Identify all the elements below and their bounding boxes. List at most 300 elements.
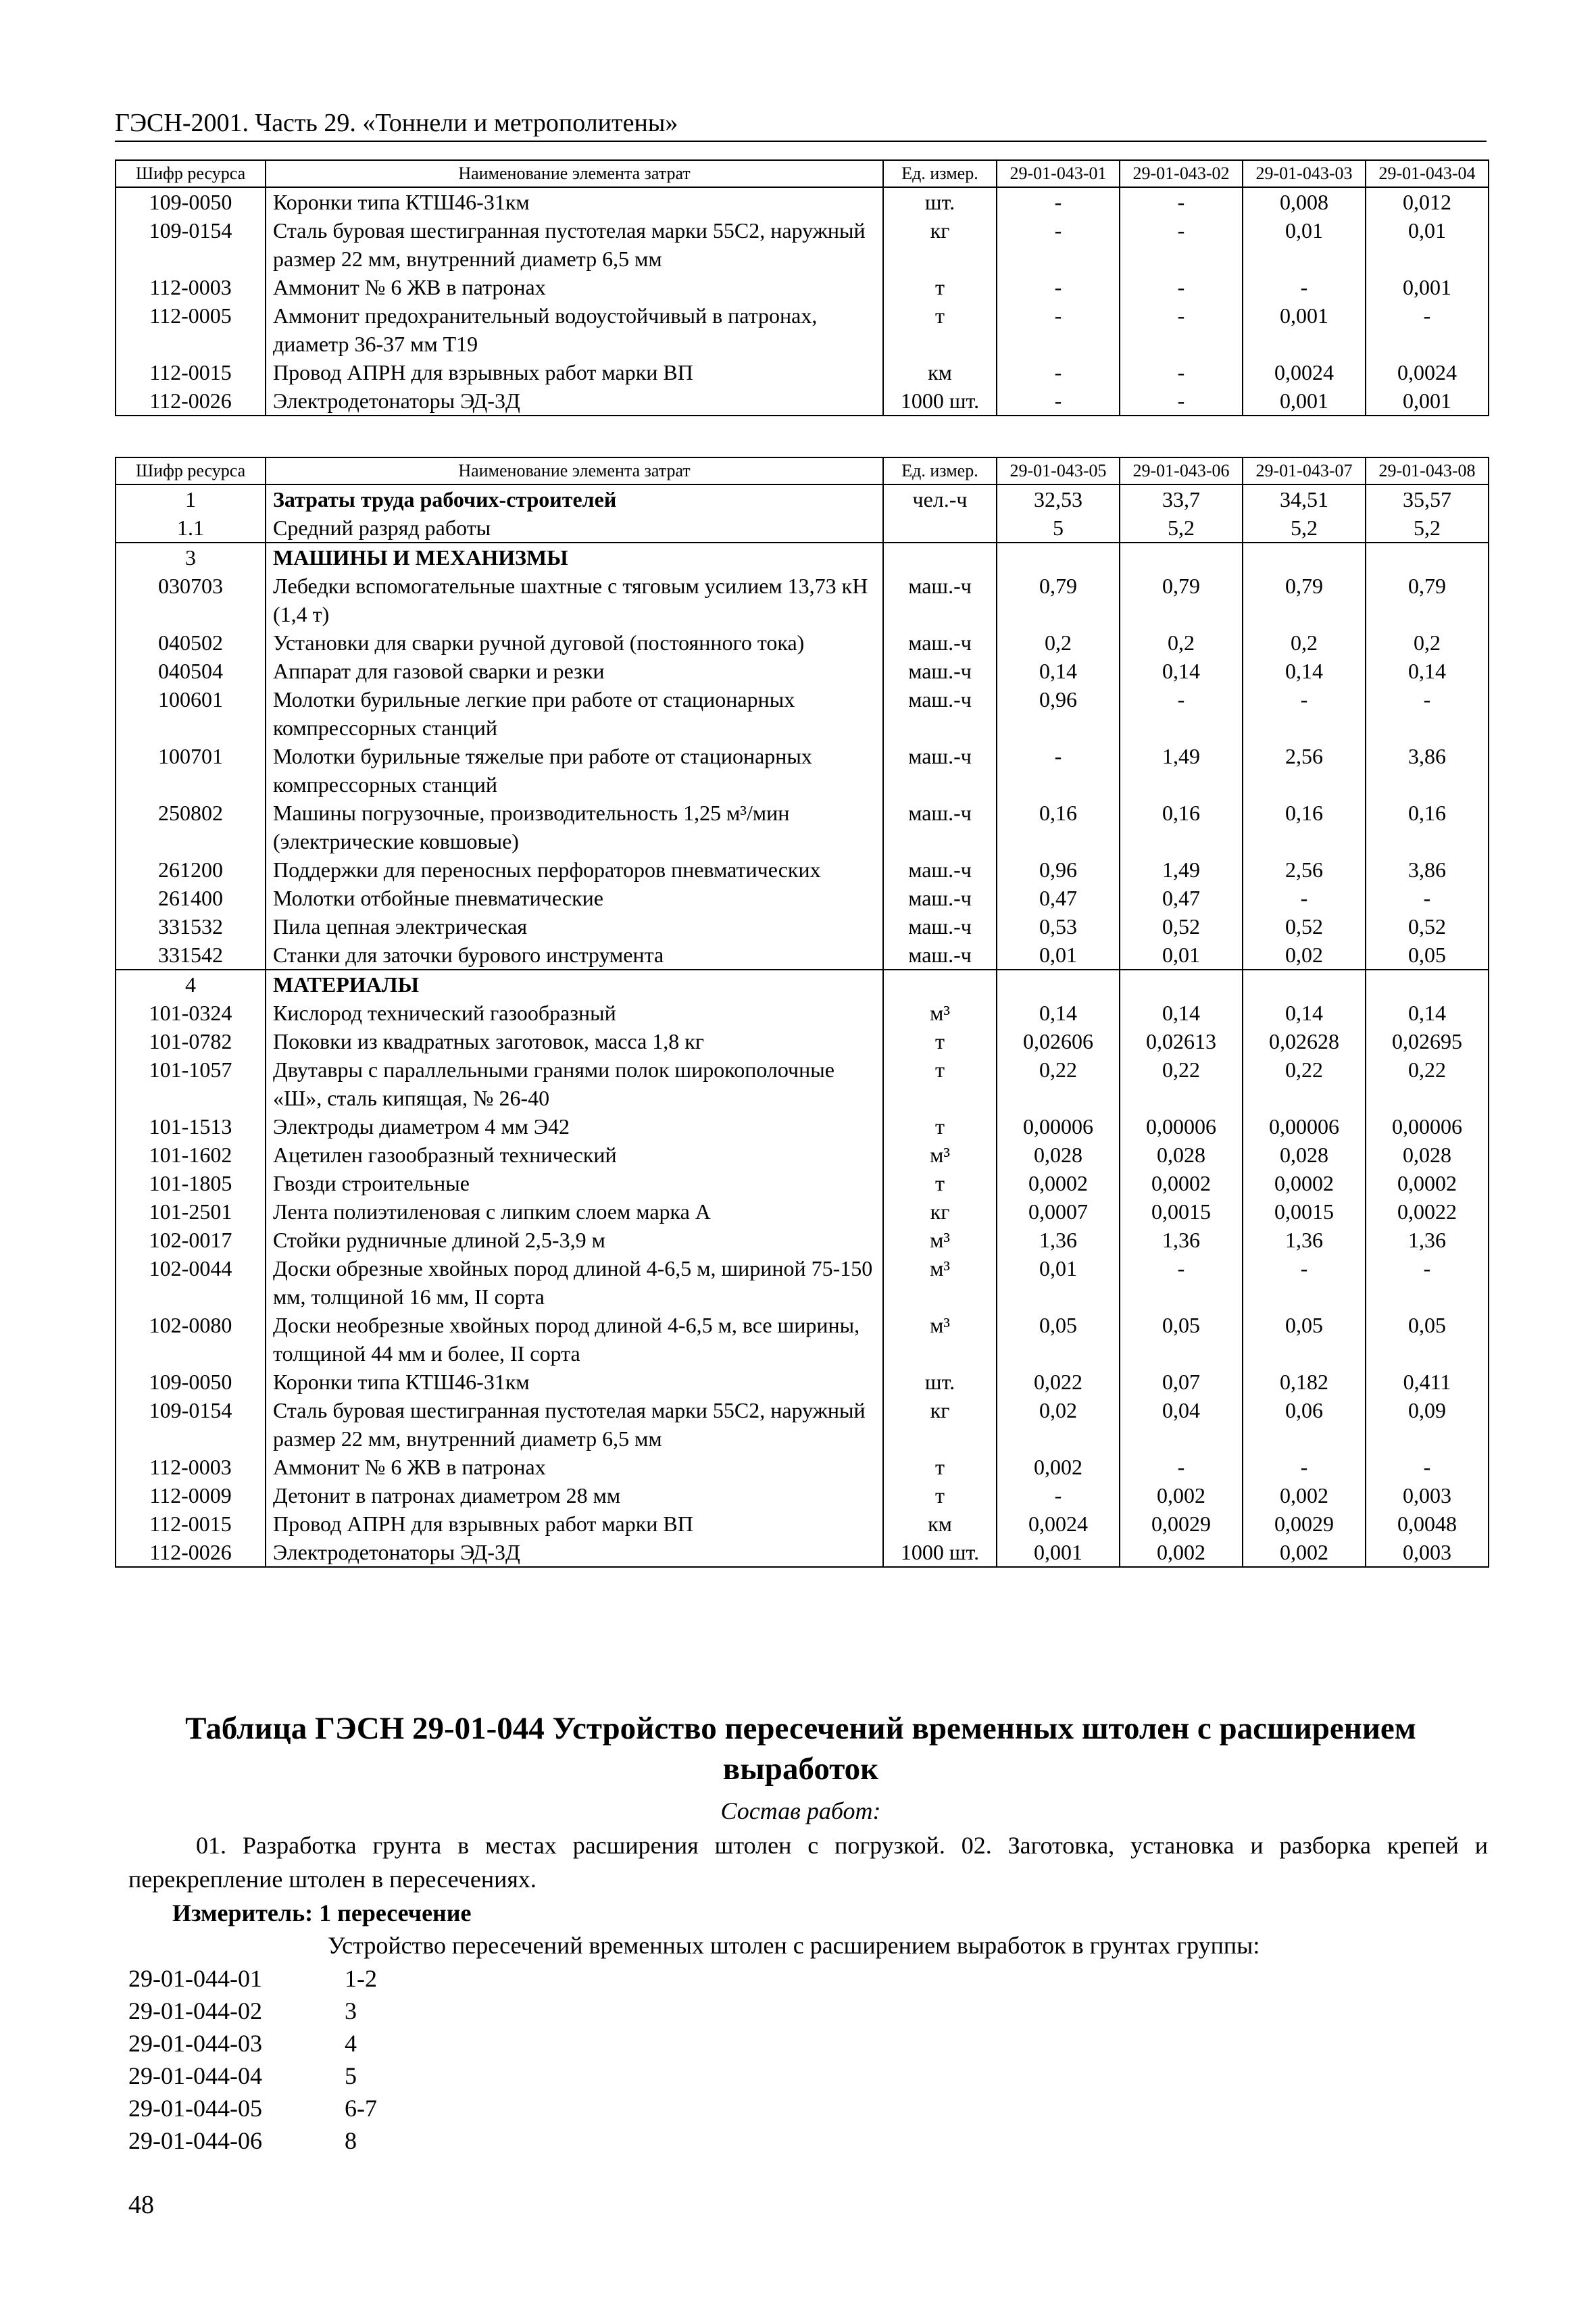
resource-name-cell: Провод АПРН для взрывных работ марки ВП [266, 1510, 883, 1538]
unit-cell: маш.-ч [883, 912, 997, 941]
norm-value-cell: - [1366, 1453, 1489, 1481]
norm-value-cell: - [1243, 685, 1366, 742]
resource-code-cell: 112-0026 [116, 1538, 266, 1567]
resource-code-cell: 112-0015 [116, 1510, 266, 1538]
norm-value-cell: 0,16 [1243, 799, 1366, 855]
norm-value-cell: 35,57 [1366, 484, 1489, 514]
composition-label: Состав работ: [720, 1797, 881, 1824]
resource-name-cell: Затраты труда рабочих-строителей [266, 484, 883, 514]
resource-code-cell: 331542 [116, 941, 266, 970]
norm-value-cell: 1,36 [1366, 1226, 1489, 1254]
norm-value-cell: 0,0024 [1243, 358, 1366, 387]
resource-name-cell: Машины погрузочные, производительность 1,25 м³/мин (электрические ковшовые) [266, 799, 883, 855]
resource-name-cell: Лента полиэтиленовая с липким слоем марка А [266, 1197, 883, 1226]
norm-value-cell: 0,0015 [1243, 1197, 1366, 1226]
norm-value-cell: 2,56 [1243, 742, 1366, 799]
resource-name-cell: Поддержки для переносных перфораторов пневматических [266, 855, 883, 884]
norm-value-cell: 0,96 [997, 685, 1120, 742]
table-row [116, 1226, 1489, 1254]
unit-cell: маш.-ч [883, 572, 997, 628]
table-row [116, 1141, 1489, 1169]
resource-code-cell: 112-0003 [116, 1453, 266, 1481]
norm-code-row [128, 2092, 377, 2124]
unit-cell: маш.-ч [883, 941, 997, 970]
table-header-row [116, 457, 1489, 484]
table-header-row [116, 160, 1489, 187]
table-body [116, 484, 1489, 1567]
resource-name-cell: Молотки бурильные тяжелые при работе от стационарных компрессорных станций [266, 742, 883, 799]
norm-value-cell: 0,22 [1243, 1055, 1366, 1112]
norm-value-cell: - [997, 358, 1120, 387]
norm-value-cell: 0,182 [1243, 1368, 1366, 1396]
column-header-unit: Ед. измер. [883, 160, 997, 187]
norm-value-cell: 0,2 [1366, 628, 1489, 657]
unit-cell: т [883, 301, 997, 358]
resource-name-cell: Гвозди строительные [266, 1169, 883, 1197]
norm-value-cell: 0,003 [1366, 1481, 1489, 1510]
norm-value-cell: 2,56 [1243, 855, 1366, 884]
resource-code-cell: 1 [116, 484, 266, 514]
unit-cell: м³ [883, 1226, 997, 1254]
unit-cell: т [883, 273, 997, 301]
norm-value-cell: 0,003 [1366, 1538, 1489, 1567]
norm-value-cell: 0,01 [1366, 216, 1489, 273]
resource-code-cell: 3 [116, 543, 266, 572]
norm-value-cell: 0,14 [1120, 657, 1243, 685]
soil-group: 6-7 [345, 2095, 377, 2122]
norm-code: 29-01-044-03 [128, 2030, 262, 2057]
norm-value-cell [1366, 970, 1489, 999]
norm-code-row [128, 1962, 377, 1995]
column-header-norm: 29-01-043-02 [1120, 160, 1243, 187]
resource-code-cell: 261200 [116, 855, 266, 884]
table-row [116, 999, 1489, 1027]
table-row [116, 685, 1489, 742]
resource-code-cell: 250802 [116, 799, 266, 855]
norm-value-cell: 0,028 [1366, 1141, 1489, 1169]
resource-name-cell: МАТЕРИАЛЫ [266, 970, 883, 999]
resource-code-cell: 331532 [116, 912, 266, 941]
column-header-norm: 29-01-043-04 [1366, 160, 1489, 187]
norm-value-cell: 34,51 [1243, 484, 1366, 514]
unit-cell: т [883, 1169, 997, 1197]
table-row [116, 970, 1489, 999]
norm-value-cell: 0,52 [1366, 912, 1489, 941]
section-title: Таблица ГЭСН 29-01-044 Устройство пересечений временных штолен с расширением выработок [185, 1711, 1416, 1787]
resource-code-cell: 040504 [116, 657, 266, 685]
table-row [116, 543, 1489, 572]
table-row [116, 855, 1489, 884]
resource-name-cell: Доски обрезные хвойных пород длиной 4-6,5 м, шириной 75-150 мм, толщиной 16 мм, II сорта [266, 1254, 883, 1311]
norm-code-row [128, 2060, 377, 2092]
unit-cell: т [883, 1481, 997, 1510]
norm-value-cell: 5,2 [1243, 514, 1366, 543]
resource-name-cell: МАШИНЫ И МЕХАНИЗМЫ [266, 543, 883, 572]
unit-cell: т [883, 1027, 997, 1055]
norm-value-cell: 0,0048 [1366, 1510, 1489, 1538]
norm-value-cell: - [1243, 884, 1366, 912]
table-row [116, 1481, 1489, 1510]
norm-value-cell: 5,2 [1120, 514, 1243, 543]
resource-code-cell: 112-0005 [116, 301, 266, 358]
norm-value-cell: 0,0002 [997, 1169, 1120, 1197]
norm-value-cell: 0,79 [997, 572, 1120, 628]
norm-value-cell: 1,36 [1120, 1226, 1243, 1254]
soil-group: 8 [345, 2127, 357, 2154]
resource-name-cell: Коронки типа КТШ46-31км [266, 187, 883, 216]
norm-value-cell: 0,16 [997, 799, 1120, 855]
table-row [116, 657, 1489, 685]
resource-code-cell: 101-1805 [116, 1169, 266, 1197]
table-row [116, 1538, 1489, 1567]
norm-value-cell: - [1366, 884, 1489, 912]
resource-code-cell: 112-0009 [116, 1481, 266, 1510]
soil-group: 1-2 [345, 1965, 377, 1992]
norm-value-cell: 0,14 [1120, 999, 1243, 1027]
norm-value-cell: 0,001 [1243, 301, 1366, 358]
norm-value-cell: 0,05 [1120, 1311, 1243, 1368]
norm-value-cell: - [1366, 685, 1489, 742]
resource-name-cell: Стойки рудничные длиной 2,5-3,9 м [266, 1226, 883, 1254]
norm-value-cell: 0,05 [1366, 941, 1489, 970]
norm-value-cell [1120, 970, 1243, 999]
resource-name-cell: Электродетонаторы ЭД-3Д [266, 1538, 883, 1567]
norm-value-cell: 0,79 [1366, 572, 1489, 628]
norm-value-cell: 0,02606 [997, 1027, 1120, 1055]
resource-name-cell: Молотки бурильные легкие при работе от стационарных компрессорных станций [266, 685, 883, 742]
norm-value-cell: - [997, 742, 1120, 799]
norm-code: 29-01-044-04 [128, 2062, 262, 2089]
norm-value-cell: 0,001 [1366, 387, 1489, 416]
resource-code-cell: 101-2501 [116, 1197, 266, 1226]
unit-cell: маш.-ч [883, 685, 997, 742]
resource-code-cell: 102-0080 [116, 1311, 266, 1368]
norm-value-cell: 0,96 [997, 855, 1120, 884]
resource-code-cell: 4 [116, 970, 266, 999]
norm-code-row [128, 1995, 377, 2027]
resource-code-cell: 109-0154 [116, 1396, 266, 1453]
norm-value-cell: - [1120, 301, 1243, 358]
unit-cell: шт. [883, 1368, 997, 1396]
table-row [116, 187, 1489, 216]
norm-value-cell: 0,028 [1120, 1141, 1243, 1169]
norm-code-list [128, 1962, 377, 2157]
table-row [116, 1311, 1489, 1368]
resource-code-cell: 101-1513 [116, 1112, 266, 1141]
resource-name-cell: Аммонит предохранительный водоустойчивый в патронах, диаметр 36-37 мм Т19 [266, 301, 883, 358]
norm-value-cell [997, 543, 1120, 572]
norm-value-cell: 0,14 [1366, 999, 1489, 1027]
norm-value-cell: 0,00006 [1120, 1112, 1243, 1141]
column-header-norm: 29-01-043-03 [1243, 160, 1366, 187]
norm-value-cell: 3,86 [1366, 742, 1489, 799]
norm-value-cell: 0,0002 [1366, 1169, 1489, 1197]
norm-value-cell: 0,01 [1243, 216, 1366, 273]
resource-code-cell: 109-0154 [116, 216, 266, 273]
unit-cell: 1000 шт. [883, 1538, 997, 1567]
resource-name-cell: Доски необрезные хвойных пород длиной 4-6,5 м, все ширины, толщиной 44 мм и более, II сорта [266, 1311, 883, 1368]
norm-value-cell: 0,0007 [997, 1197, 1120, 1226]
resource-code-cell: 112-0003 [116, 273, 266, 301]
column-header-norm: 29-01-043-07 [1243, 457, 1366, 484]
table-row [116, 884, 1489, 912]
column-header-norm: 29-01-043-08 [1366, 457, 1489, 484]
unit-cell: чел.-ч [883, 484, 997, 514]
unit-cell: т [883, 1112, 997, 1141]
norm-value-cell: 0,53 [997, 912, 1120, 941]
norm-value-cell: 0,02 [997, 1396, 1120, 1453]
norm-value-cell: - [1120, 1453, 1243, 1481]
soil-group: 5 [345, 2062, 357, 2089]
table-row [116, 1254, 1489, 1311]
norm-code-row [128, 2027, 377, 2060]
norm-value-cell: 5,2 [1366, 514, 1489, 543]
resource-name-cell: Аммонит № 6 ЖВ в патронах [266, 273, 883, 301]
unit-cell: кг [883, 216, 997, 273]
norm-value-cell: 3,86 [1366, 855, 1489, 884]
table-row [116, 301, 1489, 358]
norm-value-cell: - [1243, 273, 1366, 301]
resource-name-cell: Средний разряд работы [266, 514, 883, 543]
norm-value-cell: 0,0024 [1366, 358, 1489, 387]
norm-value-cell: 0,001 [997, 1538, 1120, 1567]
norm-value-cell: 0,2 [1243, 628, 1366, 657]
unit-cell: м³ [883, 1311, 997, 1368]
resource-code-cell: 101-0782 [116, 1027, 266, 1055]
table-row [116, 628, 1489, 657]
norm-value-cell: 1,49 [1120, 855, 1243, 884]
norm-value-cell: 0,0029 [1120, 1510, 1243, 1538]
resource-code-cell: 101-1602 [116, 1141, 266, 1169]
norm-value-cell [1243, 543, 1366, 572]
norm-value-cell: 0,002 [997, 1453, 1120, 1481]
table-row [116, 387, 1489, 416]
resource-name-cell: Аммонит № 6 ЖВ в патронах [266, 1453, 883, 1481]
column-header-name: Наименование элемента затрат [266, 160, 883, 187]
table-row [116, 912, 1489, 941]
measure-unit: Измеритель: 1 пересечение [172, 1899, 472, 1926]
resource-name-cell: Сталь буровая шестигранная пустотелая марки 55С2, наружный размер 22 мм, внутренний диаметр 6,5 мм [266, 216, 883, 273]
norm-value-cell: - [1120, 387, 1243, 416]
norm-value-cell: - [997, 273, 1120, 301]
resource-name-cell: Лебедки вспомогательные шахтные с тяговым усилием 13,73 кН (1,4 т) [266, 572, 883, 628]
resource-name-cell: Сталь буровая шестигранная пустотелая марки 55С2, наружный размер 22 мм, внутренний диаметр 6,5 мм [266, 1396, 883, 1453]
norm-value-cell: 0,52 [1120, 912, 1243, 941]
norm-value-cell: 0,16 [1366, 799, 1489, 855]
norm-value-cell: 1,36 [1243, 1226, 1366, 1254]
norm-value-cell: 0,05 [997, 1311, 1120, 1368]
norm-value-cell: 0,79 [1243, 572, 1366, 628]
norm-value-cell: 0,00006 [1243, 1112, 1366, 1141]
norm-value-cell: 0,002 [1120, 1538, 1243, 1567]
norm-value-cell: 0,2 [1120, 628, 1243, 657]
soil-group: 3 [345, 1997, 357, 2024]
unit-cell: маш.-ч [883, 884, 997, 912]
resource-name-cell: Электроды диаметром 4 мм Э42 [266, 1112, 883, 1141]
unit-cell [883, 543, 997, 572]
norm-value-cell: - [1120, 685, 1243, 742]
norm-value-cell: 0,2 [997, 628, 1120, 657]
norm-value-cell: 5 [997, 514, 1120, 543]
table-row [116, 1055, 1489, 1112]
norm-value-cell: 0,14 [1366, 657, 1489, 685]
norm-value-cell: 33,7 [1120, 484, 1243, 514]
column-header-code: Шифр ресурса [116, 160, 266, 187]
norm-value-cell: 0,0022 [1366, 1197, 1489, 1226]
unit-cell [883, 514, 997, 543]
norm-value-cell: 0,0029 [1243, 1510, 1366, 1538]
column-header-norm: 29-01-043-06 [1120, 457, 1243, 484]
norm-value-cell: 0,028 [997, 1141, 1120, 1169]
norm-value-cell: 0,04 [1120, 1396, 1243, 1453]
unit-cell: м³ [883, 1254, 997, 1311]
norm-value-cell: 0,00006 [1366, 1112, 1489, 1141]
table-row [116, 273, 1489, 301]
table-row [116, 1368, 1489, 1396]
table-row [116, 1197, 1489, 1226]
resource-code-cell: 261400 [116, 884, 266, 912]
norm-value-cell: - [1120, 187, 1243, 216]
table-row [116, 799, 1489, 855]
norm-value-cell: 0,16 [1120, 799, 1243, 855]
resource-name-cell: Электродетонаторы ЭД-3Д [266, 387, 883, 416]
norm-value-cell: - [1120, 273, 1243, 301]
norm-code: 29-01-044-06 [128, 2127, 262, 2154]
resource-code-cell: 112-0026 [116, 387, 266, 416]
norm-value-cell: 0,022 [997, 1368, 1120, 1396]
norm-value-cell: 0,52 [1243, 912, 1366, 941]
norm-value-cell [997, 970, 1120, 999]
norm-value-cell: 0,02628 [1243, 1027, 1366, 1055]
norm-value-cell: 0,01 [1120, 941, 1243, 970]
column-header-name: Наименование элемента затрат [266, 457, 883, 484]
norm-value-cell: - [1366, 1254, 1489, 1311]
table-row [116, 484, 1489, 514]
norm-code-row [128, 2124, 377, 2157]
norm-value-cell: 1,36 [997, 1226, 1120, 1254]
resource-code-cell: 030703 [116, 572, 266, 628]
norm-code: 29-01-044-02 [128, 1997, 262, 2024]
norm-value-cell [1366, 543, 1489, 572]
resource-name-cell: Аппарат для газовой сварки и резки [266, 657, 883, 685]
table-row [116, 1112, 1489, 1141]
resource-code-cell: 1.1 [116, 514, 266, 543]
norm-value-cell: 0,0024 [997, 1510, 1120, 1538]
norm-value-cell: 0,79 [1120, 572, 1243, 628]
norm-description: Устройство пересечений временных штолен с расширением выработок в грунтах группы: [328, 1932, 1260, 1959]
norm-value-cell: 0,012 [1366, 187, 1489, 216]
unit-cell: маш.-ч [883, 855, 997, 884]
norm-value-cell: 0,47 [997, 884, 1120, 912]
norm-value-cell: 0,001 [1366, 273, 1489, 301]
norm-value-cell: 0,14 [1243, 657, 1366, 685]
norm-value-cell: 0,001 [1243, 387, 1366, 416]
table-row [116, 216, 1489, 273]
works-description: 01. Разработка грунта в местах расширения штолен с погрузкой. 02. Заготовка, установка и разборка крепей и перекрепление штолен в пересечениях. [128, 1832, 1488, 1893]
norm-value-cell: - [997, 387, 1120, 416]
page-number: 48 [128, 2191, 154, 2219]
table-row [116, 572, 1489, 628]
unit-cell: км [883, 1510, 997, 1538]
unit-cell: кг [883, 1396, 997, 1453]
unit-cell: кг [883, 1197, 997, 1226]
norm-value-cell: - [997, 187, 1120, 216]
norm-value-cell: - [1366, 301, 1489, 358]
table-row [116, 1510, 1489, 1538]
norm-value-cell: - [997, 301, 1120, 358]
norm-value-cell: - [997, 1481, 1120, 1510]
resource-name-cell: Кислород технический газообразный [266, 999, 883, 1027]
norm-value-cell: 0,411 [1366, 1368, 1489, 1396]
resource-code-cell: 101-0324 [116, 999, 266, 1027]
resource-code-cell: 100601 [116, 685, 266, 742]
resource-name-cell: Установки для сварки ручной дуговой (постоянного тока) [266, 628, 883, 657]
norm-value-cell: 0,00006 [997, 1112, 1120, 1141]
resource-name-cell: Коронки типа КТШ46-31км [266, 1368, 883, 1396]
norm-value-cell: 0,02613 [1120, 1027, 1243, 1055]
resource-code-cell: 100701 [116, 742, 266, 799]
resource-name-cell: Провод АПРН для взрывных работ марки ВП [266, 358, 883, 387]
norm-value-cell: 0,14 [997, 999, 1120, 1027]
unit-cell: шт. [883, 187, 997, 216]
norm-value-cell: - [1120, 1254, 1243, 1311]
unit-cell: маш.-ч [883, 628, 997, 657]
table-row [116, 514, 1489, 543]
table-row [116, 1396, 1489, 1453]
norm-value-cell: 0,07 [1120, 1368, 1243, 1396]
norm-value-cell: 0,02695 [1366, 1027, 1489, 1055]
running-header: ГЭСН-2001. Часть 29. «Тоннели и метрополитены» [115, 108, 1487, 142]
norm-value-cell: 0,002 [1243, 1481, 1366, 1510]
soil-group: 4 [345, 2030, 357, 2057]
table-body [116, 187, 1489, 416]
norm-code: 29-01-044-05 [128, 2095, 262, 2122]
unit-cell: 1000 шт. [883, 387, 997, 416]
norm-value-cell: 1,49 [1120, 742, 1243, 799]
column-header-unit: Ед. измер. [883, 457, 997, 484]
norm-value-cell: 0,0015 [1120, 1197, 1243, 1226]
resource-code-cell: 112-0015 [116, 358, 266, 387]
unit-cell [883, 970, 997, 999]
norm-value-cell: 0,06 [1243, 1396, 1366, 1453]
norm-code: 29-01-044-01 [128, 1965, 262, 1992]
table-row [116, 742, 1489, 799]
norm-value-cell: 0,028 [1243, 1141, 1366, 1169]
table-row [116, 1453, 1489, 1481]
norm-value-cell: - [997, 216, 1120, 273]
norm-value-cell: - [1120, 216, 1243, 273]
norm-value-cell: 0,14 [997, 657, 1120, 685]
norm-value-cell: 0,05 [1366, 1311, 1489, 1368]
resource-table-043-05-08 [115, 457, 1489, 1568]
resource-code-cell: 040502 [116, 628, 266, 657]
resource-code-cell: 102-0017 [116, 1226, 266, 1254]
norm-value-cell: 32,53 [997, 484, 1120, 514]
column-header-code: Шифр ресурса [116, 457, 266, 484]
table-row [116, 941, 1489, 970]
norm-value-cell: 0,01 [997, 1254, 1120, 1311]
unit-cell: т [883, 1453, 997, 1481]
table-row [116, 1169, 1489, 1197]
table-row [116, 358, 1489, 387]
norm-value-cell [1120, 543, 1243, 572]
resource-name-cell: Ацетилен газообразный технический [266, 1141, 883, 1169]
norm-value-cell [1243, 970, 1366, 999]
norm-value-cell: 0,008 [1243, 187, 1366, 216]
norm-value-cell: 0,002 [1243, 1538, 1366, 1567]
resource-name-cell: Двутавры с параллельными гранями полок широкополочные «Ш», сталь кипящая, № 26-40 [266, 1055, 883, 1112]
norm-value-cell: 0,22 [1366, 1055, 1489, 1112]
